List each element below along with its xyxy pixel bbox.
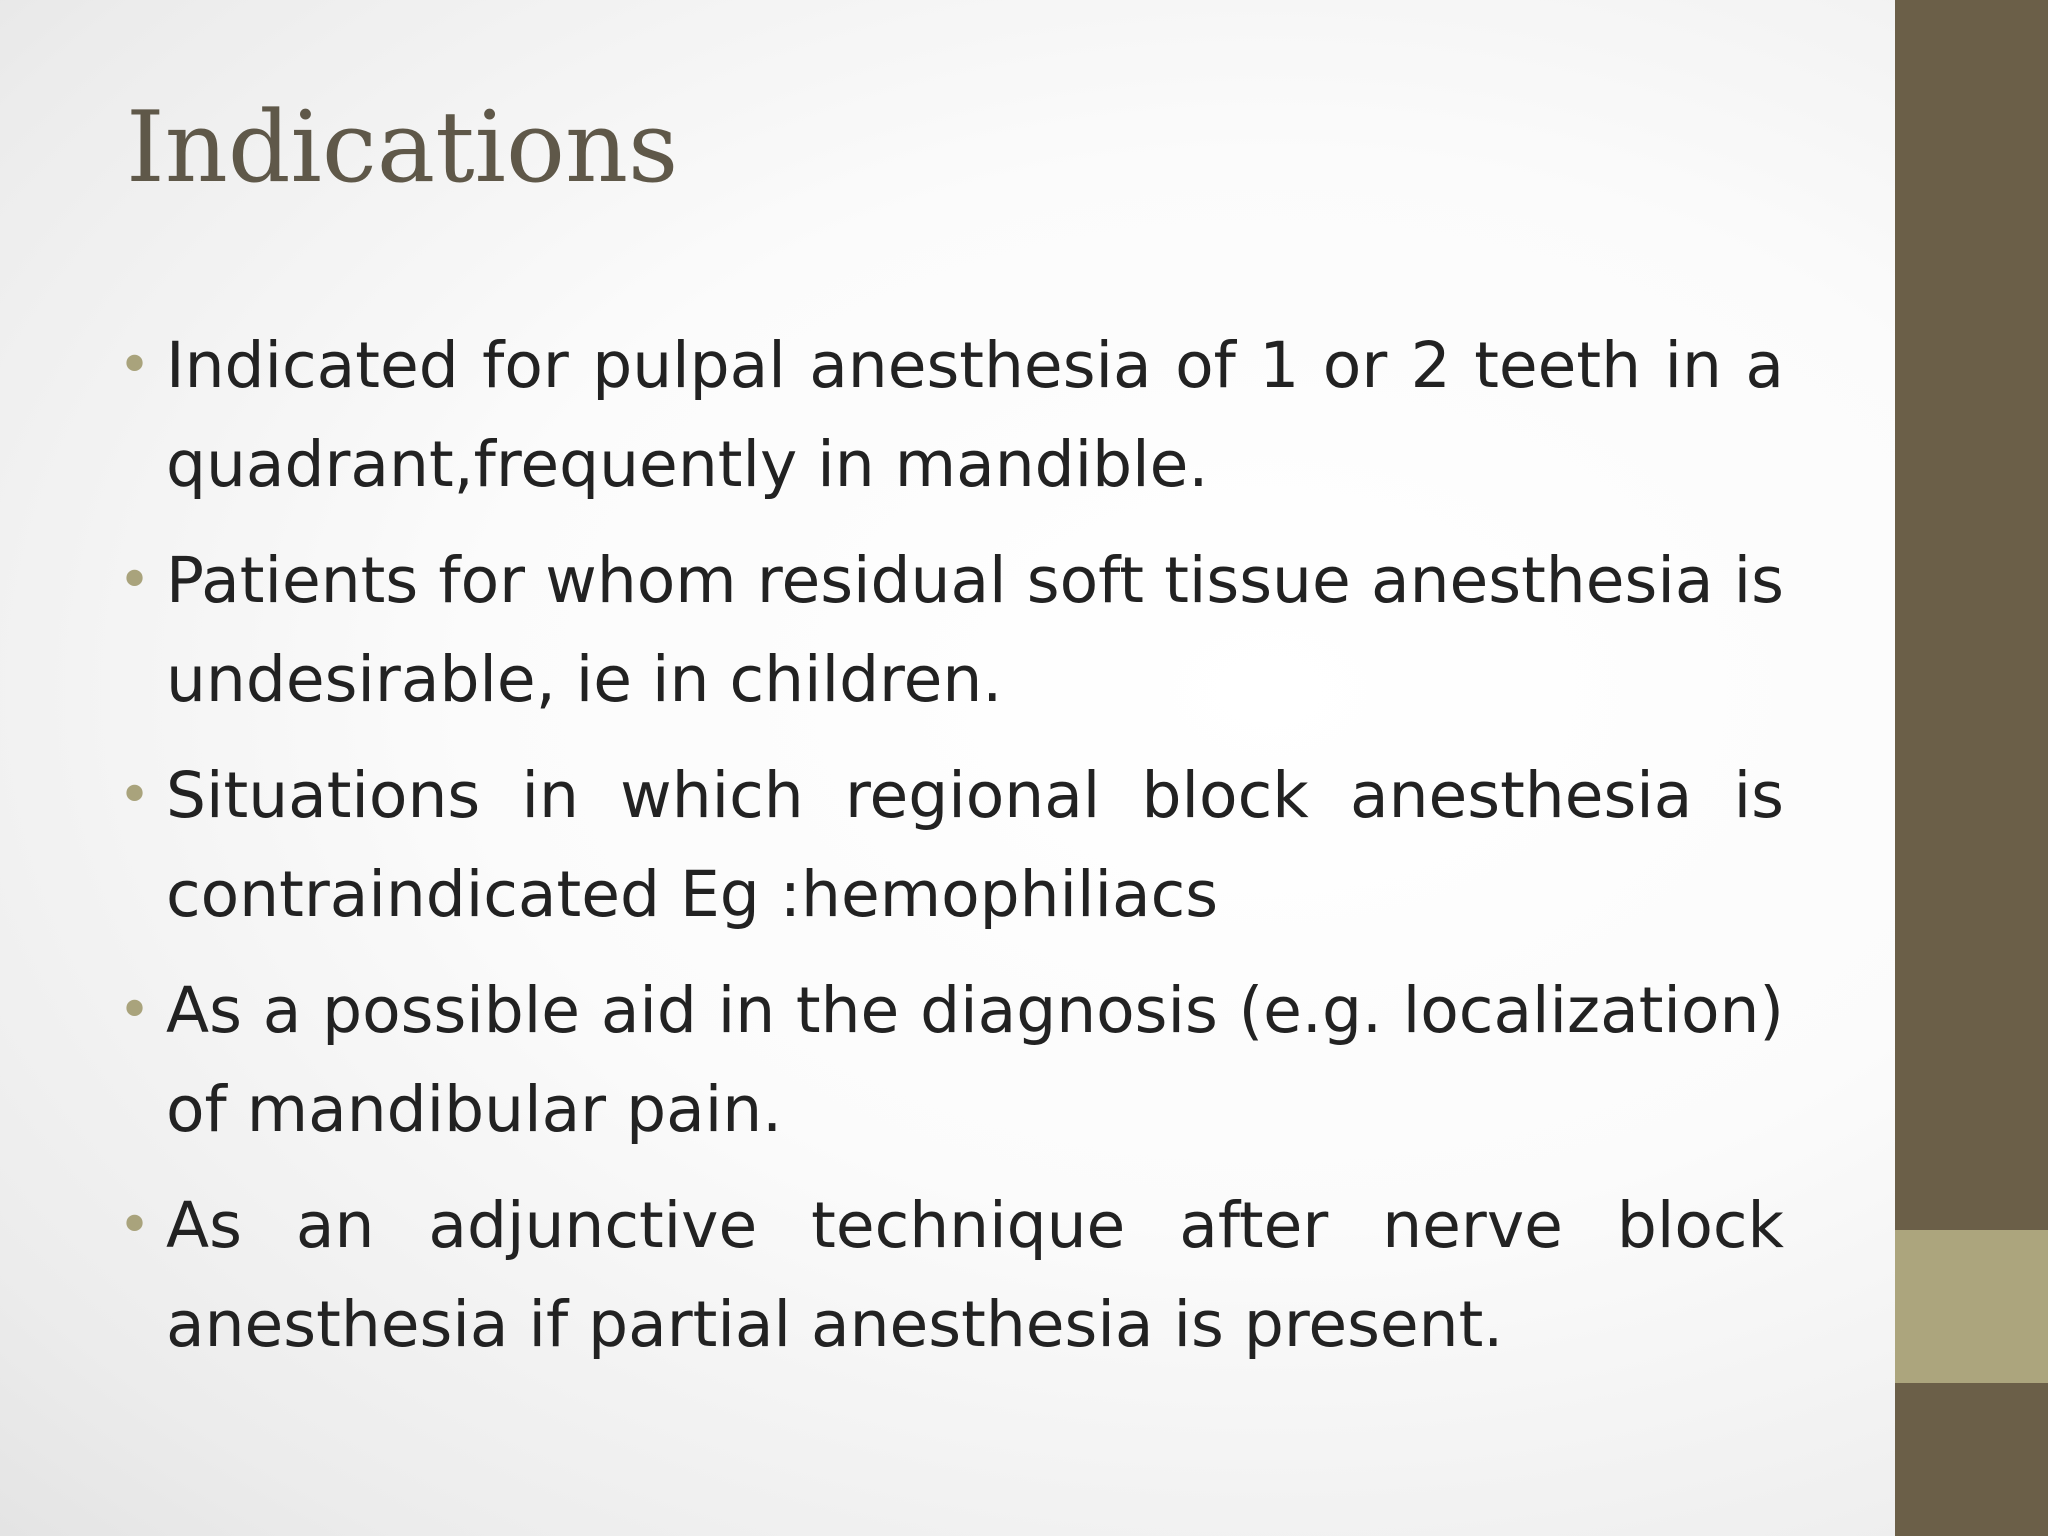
- bullet-text: As a possible aid in the diagnosis (e.g. localization) of mandibular pain.: [166, 974, 1784, 1146]
- bullet-icon: •: [118, 763, 152, 828]
- bullet-text: Indicated for pulpal anesthesia of 1 or 2 teeth in a quadrant,frequently in mandible.: [166, 329, 1784, 501]
- slide-title: Indications: [126, 91, 679, 205]
- sidebar-accent-band: [1895, 1230, 2048, 1383]
- bullet-icon: •: [118, 1193, 152, 1258]
- bullet-text: Patients for whom residual soft tissue anesthesia is undesirable, ie in children.: [166, 544, 1784, 716]
- bullet-icon: •: [118, 333, 152, 398]
- bullet-text: Situations in which regional block anesthesia is contraindicated Eg :hemophiliacs: [166, 759, 1784, 931]
- bullet-item: [118, 316, 1784, 514]
- bullet-text: As an adjunctive technique after nerve block anesthesia if partial anesthesia is present.: [166, 1189, 1784, 1361]
- decorative-sidebar: [1895, 0, 2048, 1536]
- bullet-list: [118, 316, 1784, 1391]
- bullet-icon: •: [118, 548, 152, 613]
- bullet-item: [118, 746, 1784, 944]
- bullet-item: [118, 531, 1784, 729]
- bullet-icon: •: [118, 978, 152, 1043]
- bullet-item: [118, 961, 1784, 1159]
- bullet-item: [118, 1176, 1784, 1374]
